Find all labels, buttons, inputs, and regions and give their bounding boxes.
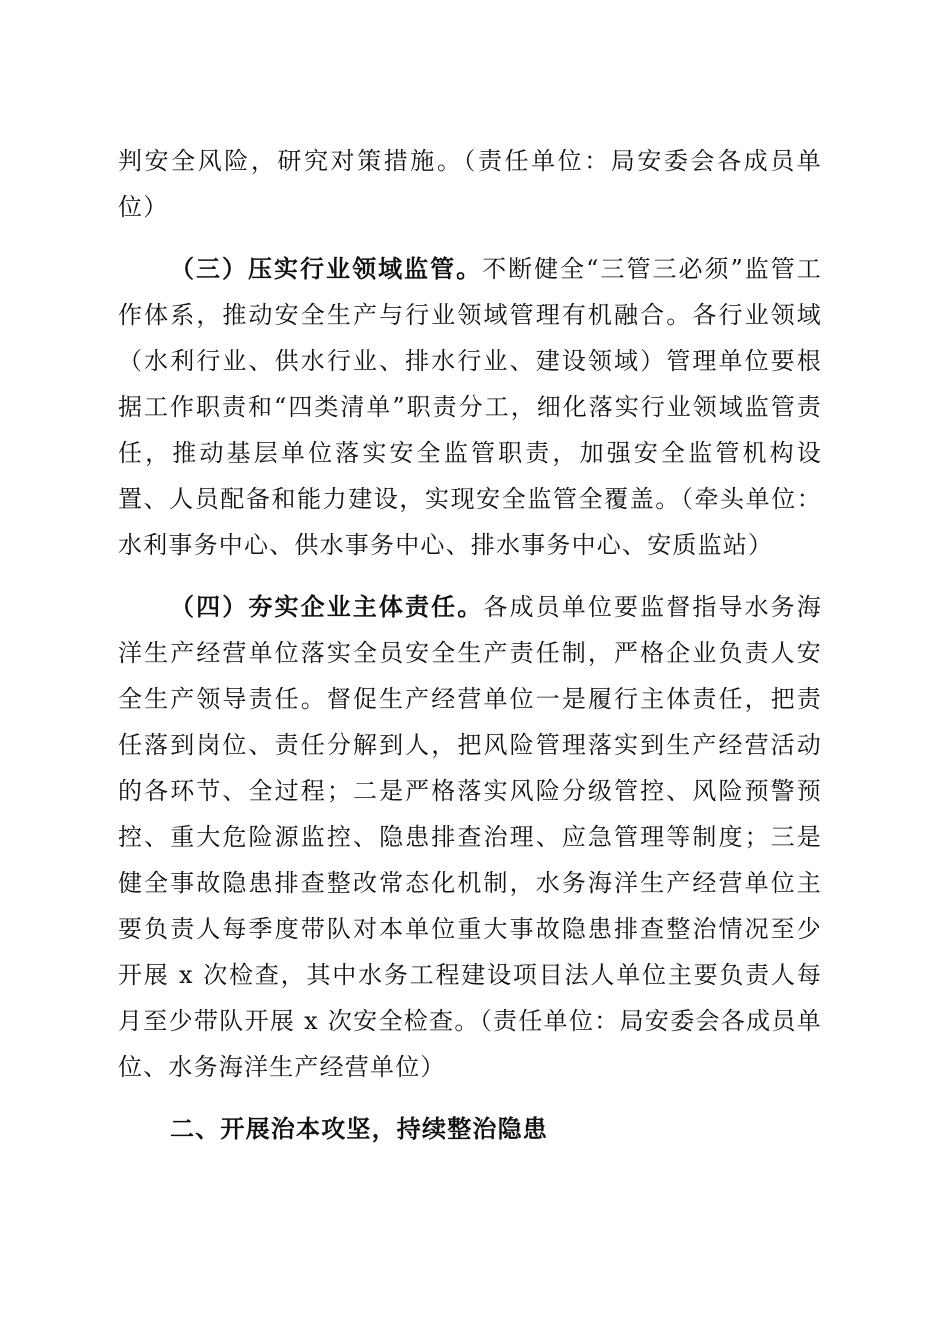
paragraph-industry-supervision [118,246,822,568]
section-heading: 二、开展治本攻坚，持续整治隐患 [170,1115,548,1143]
paragraph-enterprise-responsibility [118,584,822,1090]
document-body [118,138,822,1168]
paragraph-continuation [118,138,822,230]
paragraph-text: 判安全风险，研究对策措施。（责任单位：局安委会各成员单位） [118,147,822,221]
paragraph-lead: （三）压实行业领域监管。 [170,255,483,283]
paragraph-text: 不断健全“三管三必须”监管工作体系，推动安全生产与行业领域管理有机融合。各行业领域（水利行业、供水行业、排水行业、建设领域）管理单位要根据工作职责和“四类清单”职责分工，细化落实行业领域监管责任，推动基层单位落实安全监管职责，加强安全监管机构设置、人员配备和能力建设，实现安全监管全覆盖。（牵头单位：水利事务中心、供水事务中心、排水事务中心、安质监站） [118,255,822,559]
paragraph-lead: （四）夯实企业主体责任。 [170,593,484,621]
paragraph-text: 各成员单位要监督指导水务海洋生产经营单位落实全员安全生产责任制，严格企业负责人安全生产领导责任。督促生产经营单位一是履行主体责任，把责任落到岗位、责任分解到人，把风险管理落实到生产经营活动的各环节、全过程；二是严格落实风险分级管控、风险预警预控、重大危险源监控、隐患排查治理、应急管理等制度；三是健全事故隐患排查整改常态化机制，水务海洋生产经营单位主要负责人每季度带队对本单位重大事故隐患排查整治情况至少开展 x 次检查，其中水务工程建设项目法人单位主要负责人每月至少带队开展 x 次安全检查。（责任单位：局安委会各成员单位、水务海洋生产经营单位） [118,593,822,1081]
